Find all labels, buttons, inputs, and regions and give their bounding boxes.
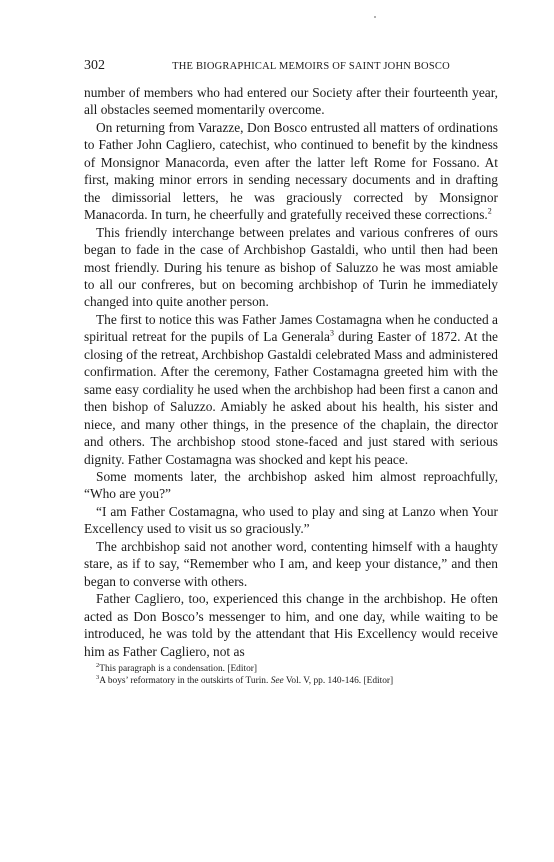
body-text bbox=[84, 84, 498, 660]
paragraph: This friendly interchange between prelates and various confreres of ours began to fade in the case of Archbishop Gastaldi, who until then had been most friendly. During his tenure as bishop of Saluzzo he was most amiable to all our confreres, but on becoming archbishop of Turin he immediately changed into quite another person. bbox=[84, 224, 498, 310]
footnote-ref[interactable]: 2 bbox=[487, 206, 492, 216]
footnote: $^3$A boys’ reformatory in the outskirts of Turin. See Vol. V, pp. 140-146. [Editor] bbox=[96, 673, 394, 686]
paragraph: On returning from Varazze, Don Bosco entrusted all matters of ordinations to Father John Cagliero, catechist, who continued to benefit by the kindness of Monsignor Manacorda, even after the latter left Rome for Fossano. At first, making minor errors in sending necessary documents and in drafting the dimissorial letters, he was graciously corrected by Monsignor Manacorda. In turn, he cheerfully and gratefully received these corrections.$^2$ bbox=[84, 119, 498, 223]
paragraph: “I am Father Costamagna, who used to play and sing at Lanzo when Your Excellency used to visit us so graciously.” bbox=[84, 503, 498, 537]
running-title: THE BIOGRAPHICAL MEMOIRS OF SAINT JOHN BOSCO bbox=[172, 61, 450, 72]
paragraph: The first to notice this was Father James Costamagna when he conducted a spiritual retreat for the pupils of La Generala$^3$ during Easter of 1872. At the closing of the retreat, Archbishop Gastaldi celebrated Mass and administered confirmation. After the ceremony, Father Costamagna greeted him with the same easy cordiality he used when the archbishop had been first a canon and then bishop of Saluzzo. Amiably he asked about his health, his sister and niece, and many other things, in the presence of the chaplain, the director and others. The archbishop stood stone-faced and just stared with serious dignity. Father Costamagna was shocked and kept his peace. bbox=[84, 311, 498, 467]
book-page bbox=[84, 58, 498, 687]
page-number: 302 bbox=[84, 58, 105, 73]
paragraph: number of members who had entered our Society after their fourteenth year, all obstacles seemed momentarily overcome. bbox=[84, 85, 498, 118]
footnote-ref[interactable]: 3 bbox=[329, 328, 334, 338]
footnotes bbox=[84, 663, 498, 687]
paragraph: Father Cagliero, too, experienced this change in the archbishop. He often acted as Don Bosco’s messenger to him, and one day, while waiting to be introduced, he was told by the attendant that His Excellency would receive him as Father Cagliero, not as bbox=[84, 591, 498, 659]
running-head bbox=[84, 58, 498, 78]
scan-speck bbox=[374, 16, 376, 18]
paragraph: The archbishop said not another word, contenting himself with a haughty stare, as if to say, “Remember who I am, and keep your distance,” and then began to converse with others. bbox=[84, 538, 498, 589]
footnote: $^2$This paragraph is a condensation. [Editor] bbox=[96, 661, 258, 674]
paragraph: Some moments later, the archbishop asked him almost reproachfully, “Who are you?” bbox=[84, 468, 498, 502]
